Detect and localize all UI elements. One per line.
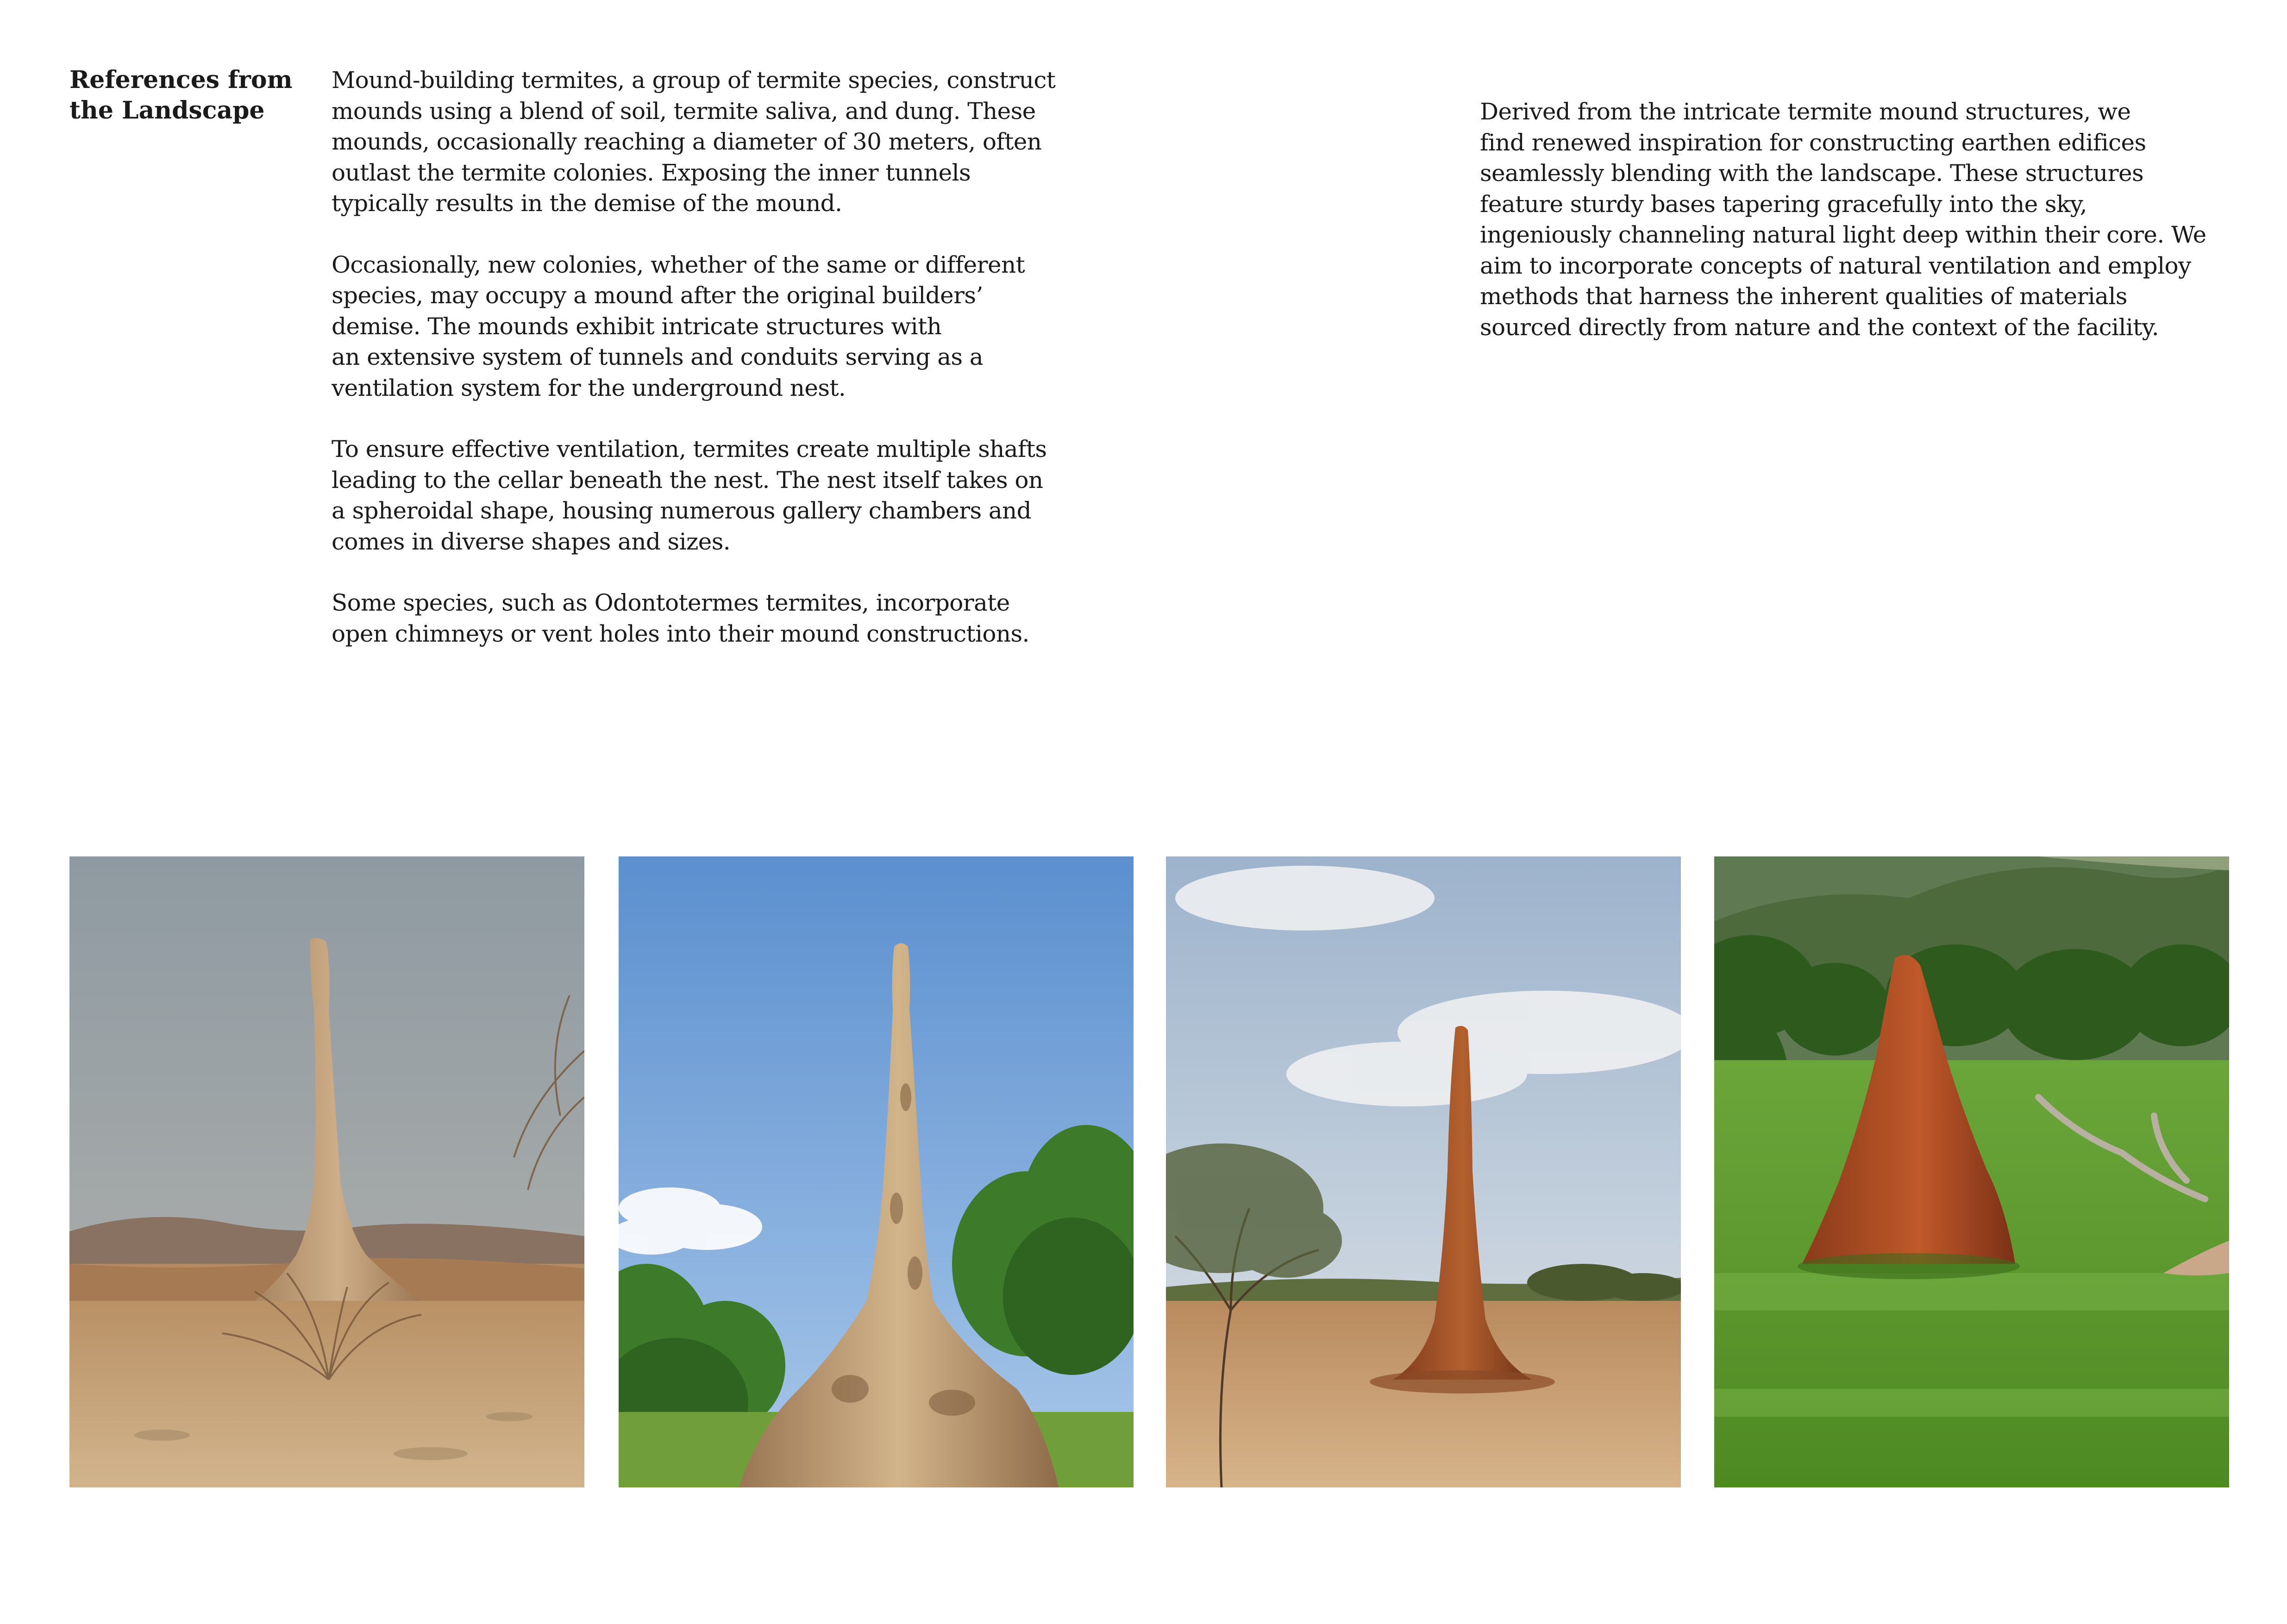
text-line: leading to the cellar beneath the nest. The nest itself takes on <box>332 466 1043 493</box>
text-line: demise. The mounds exhibit intricate structures with <box>332 312 942 340</box>
savanna-termite-chimney-photo <box>1166 856 1681 1487</box>
left-text-column <box>332 65 1100 680</box>
section-heading <box>69 65 329 126</box>
paragraph-new-colonies <box>332 250 1100 404</box>
text-line: an extensive system of tunnels and conduits serving as a <box>332 344 983 370</box>
text-line: To ensure effective ventilation, termites create multiple shafts <box>332 436 1047 462</box>
text-line: ventilation system for the underground nest. <box>332 374 846 401</box>
text-line: sourced directly from nature and the context of the facility. <box>1480 313 2159 341</box>
green-meadow-termite-mound-photo <box>1714 856 2229 1487</box>
text-line: mounds, occasionally reaching a diameter of 30 meters, often <box>332 128 1042 155</box>
paragraph-ventilation <box>332 434 1100 557</box>
blue-sky-termite-tower-photo <box>619 856 1134 1487</box>
text-line: aim to incorporate concepts of natural ventilation and employ <box>1480 252 2191 279</box>
grey-sky-termite-spire-photo <box>69 856 584 1487</box>
text-line: feature sturdy bases tapering gracefully into the sky, <box>1480 190 2087 218</box>
paragraph-mound-building <box>332 65 1100 219</box>
text-line: Some species, such as Odontotermes termites, incorporate <box>332 589 1010 616</box>
heading-line-1: References from <box>69 66 293 94</box>
text-line: seamlessly blending with the landscape. These structures <box>1480 160 2144 187</box>
text-line: find renewed inspiration for constructing earthen edifices <box>1480 129 2146 156</box>
heading-line-2: the Landscape <box>69 96 265 125</box>
paragraph-design-inspiration <box>1480 96 2239 343</box>
text-line: Derived from the intricate termite mound structures, we <box>1480 98 2131 125</box>
text-line: outlast the termite colonies. Exposing the inner tunnels <box>332 159 971 186</box>
text-line: Mound-building termites, a group of termite species, construct <box>332 67 1056 94</box>
text-line: methods that harness the inherent qualities of materials <box>1480 283 2127 310</box>
text-line: species, may occupy a mound after the original builders’ <box>332 282 983 309</box>
text-line: comes in diverse shapes and sizes. <box>332 528 731 555</box>
paragraph-odontotermes <box>332 587 1100 649</box>
right-text-column <box>1480 96 2239 373</box>
text-line: mounds using a blend of soil, termite saliva, and dung. These <box>332 97 1036 125</box>
text-line: Occasionally, new colonies, whether of the same or different <box>332 251 1025 278</box>
text-line: open chimneys or vent holes into their mound constructions. <box>332 620 1029 647</box>
text-line: ingeniously channeling natural light deep within their core. We <box>1480 221 2206 248</box>
text-line: a spheroidal shape, housing numerous gallery chambers and <box>332 497 1032 524</box>
text-line: typically results in the demise of the mound. <box>332 190 842 217</box>
